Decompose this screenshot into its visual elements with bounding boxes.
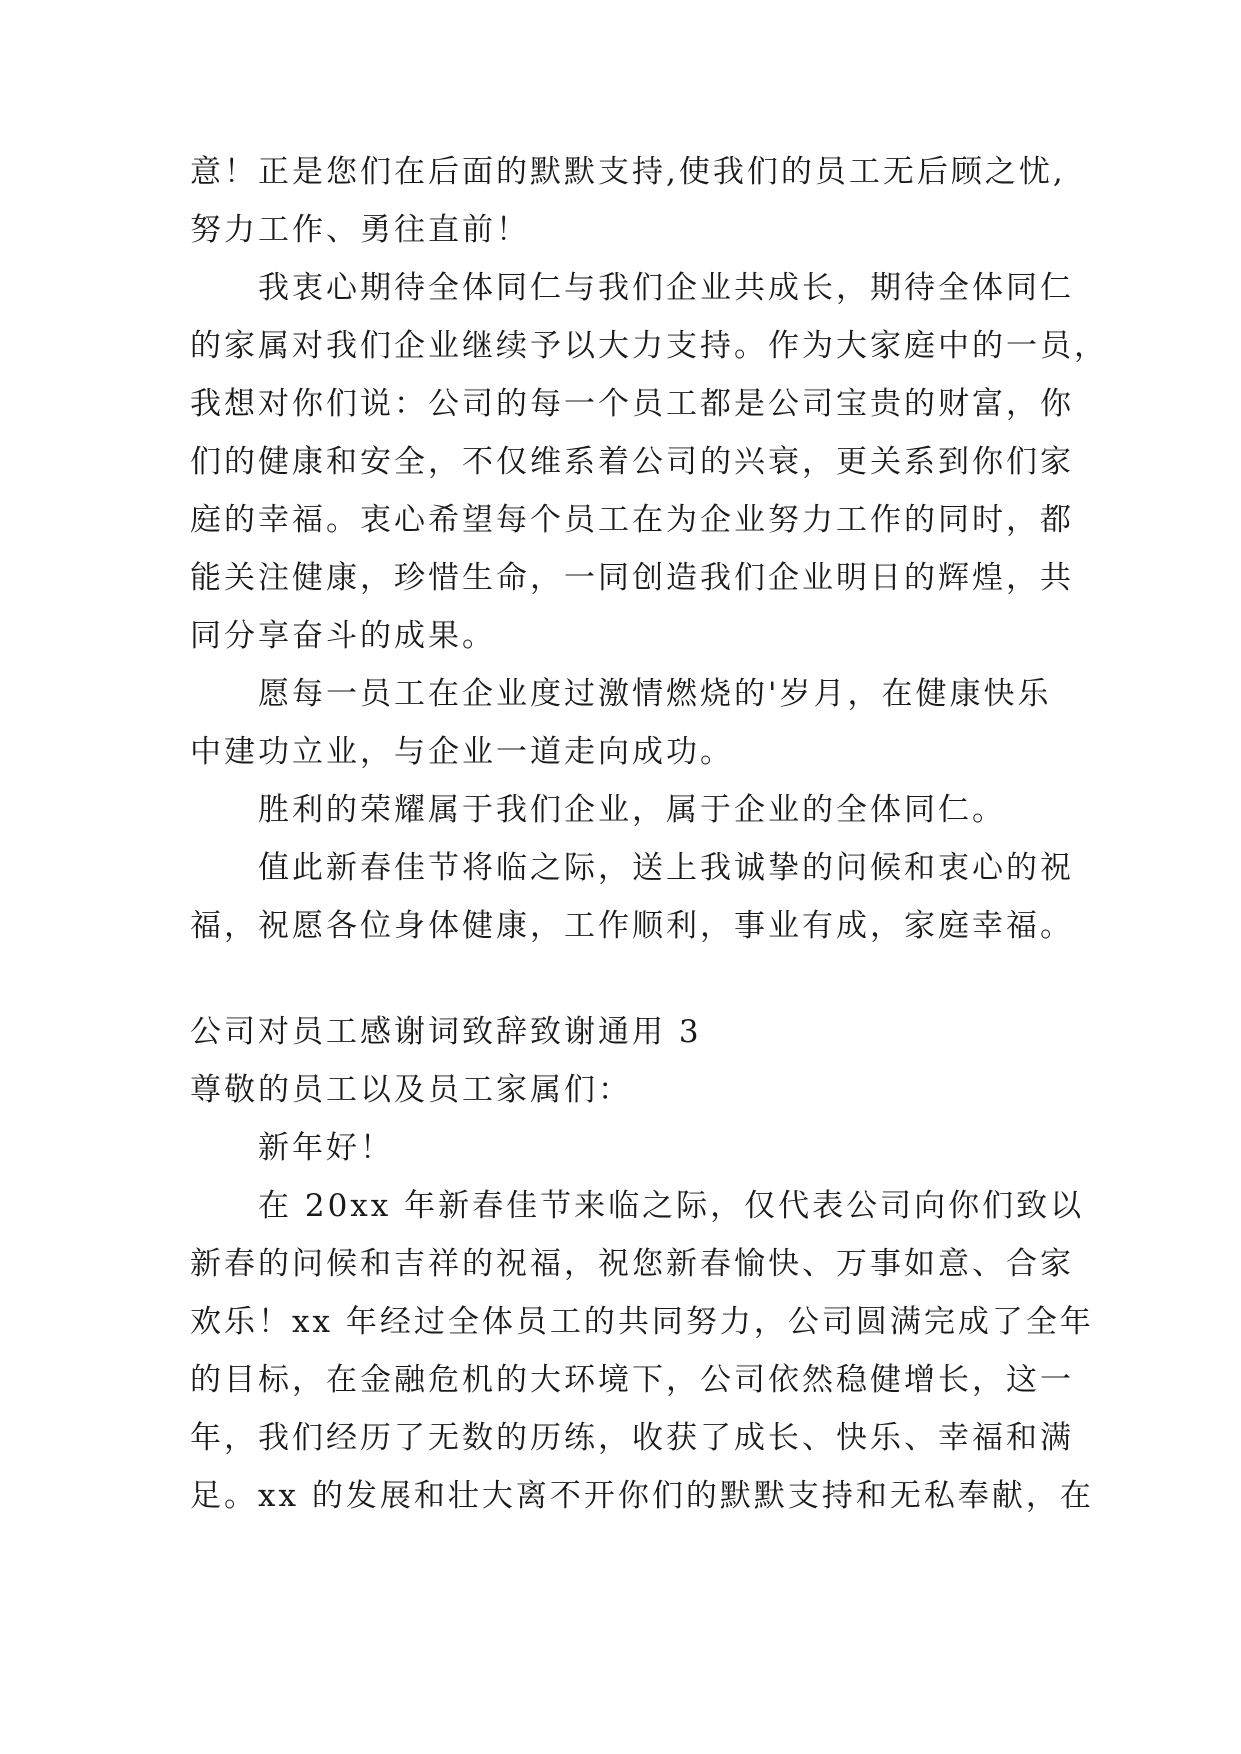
text-line: 同分享奋斗的成果。 [190, 618, 496, 654]
text-line: 们的健康和安全，不仅维系着公司的兴衰，更关系到你们家 [190, 444, 1074, 480]
text-line: 努力工作、勇往直前！ [190, 212, 530, 248]
text-line: 新春的问候和吉祥的祝福，祝您新春愉快、万事如意、合家 [190, 1246, 1074, 1282]
text-line: 福，祝愿各位身体健康，工作顺利，事业有成，家庭幸福。 [190, 908, 1074, 944]
paragraph-start-line: 值此新春佳节将临之际，送上我诚挚的问候和衷心的祝 [258, 850, 1074, 886]
text-line: 能关注健康，珍惜生命，一同创造我们企业明日的辉煌，共 [190, 560, 1074, 596]
text-line: 我想对你们说：公司的每一个员工都是公司宝贵的财富，你 [190, 386, 1074, 422]
text-line: 年，我们经历了无数的历练，收获了成长、快乐、幸福和满 [190, 1420, 1074, 1456]
text-line: 的目标，在金融危机的大环境下，公司依然稳健增长，这一 [190, 1362, 1074, 1398]
salutation: 尊敬的员工以及员工家属们： [190, 1072, 632, 1108]
text-line: 足。xx 的发展和壮大离不开你们的默默支持和无私奉献，在 [190, 1478, 1094, 1514]
paragraph-start-line: 愿每一员工在企业度过激情燃烧的'岁月，在健康快乐 [258, 676, 1052, 712]
text-line: 意！正是您们在后面的默默支持,使我们的员工无后顾之忧, [190, 154, 1066, 190]
paragraph-start-line: 在 20xx 年新春佳节来临之际，仅代表公司向你们致以 [258, 1188, 1085, 1224]
paragraph-start-line: 胜利的荣耀属于我们企业，属于企业的全体同仁。 [258, 792, 1006, 828]
text-line: 中建功立业，与企业一道走向成功。 [190, 734, 734, 770]
text-line: 的家属对我们企业继续予以大力支持。作为大家庭中的一员， [190, 328, 1108, 364]
section-heading: 公司对员工感谢词致辞致谢通用 3 [190, 1014, 702, 1050]
greeting-line: 新年好！ [258, 1130, 394, 1166]
text-line: 庭的幸福。衷心希望每个员工在为企业努力工作的同时，都 [190, 502, 1074, 538]
paragraph-start-line: 我衷心期待全体同仁与我们企业共成长，期待全体同仁 [258, 270, 1074, 306]
text-line: 欢乐！xx 年经过全体员工的共同努力，公司圆满完成了全年 [190, 1304, 1094, 1340]
